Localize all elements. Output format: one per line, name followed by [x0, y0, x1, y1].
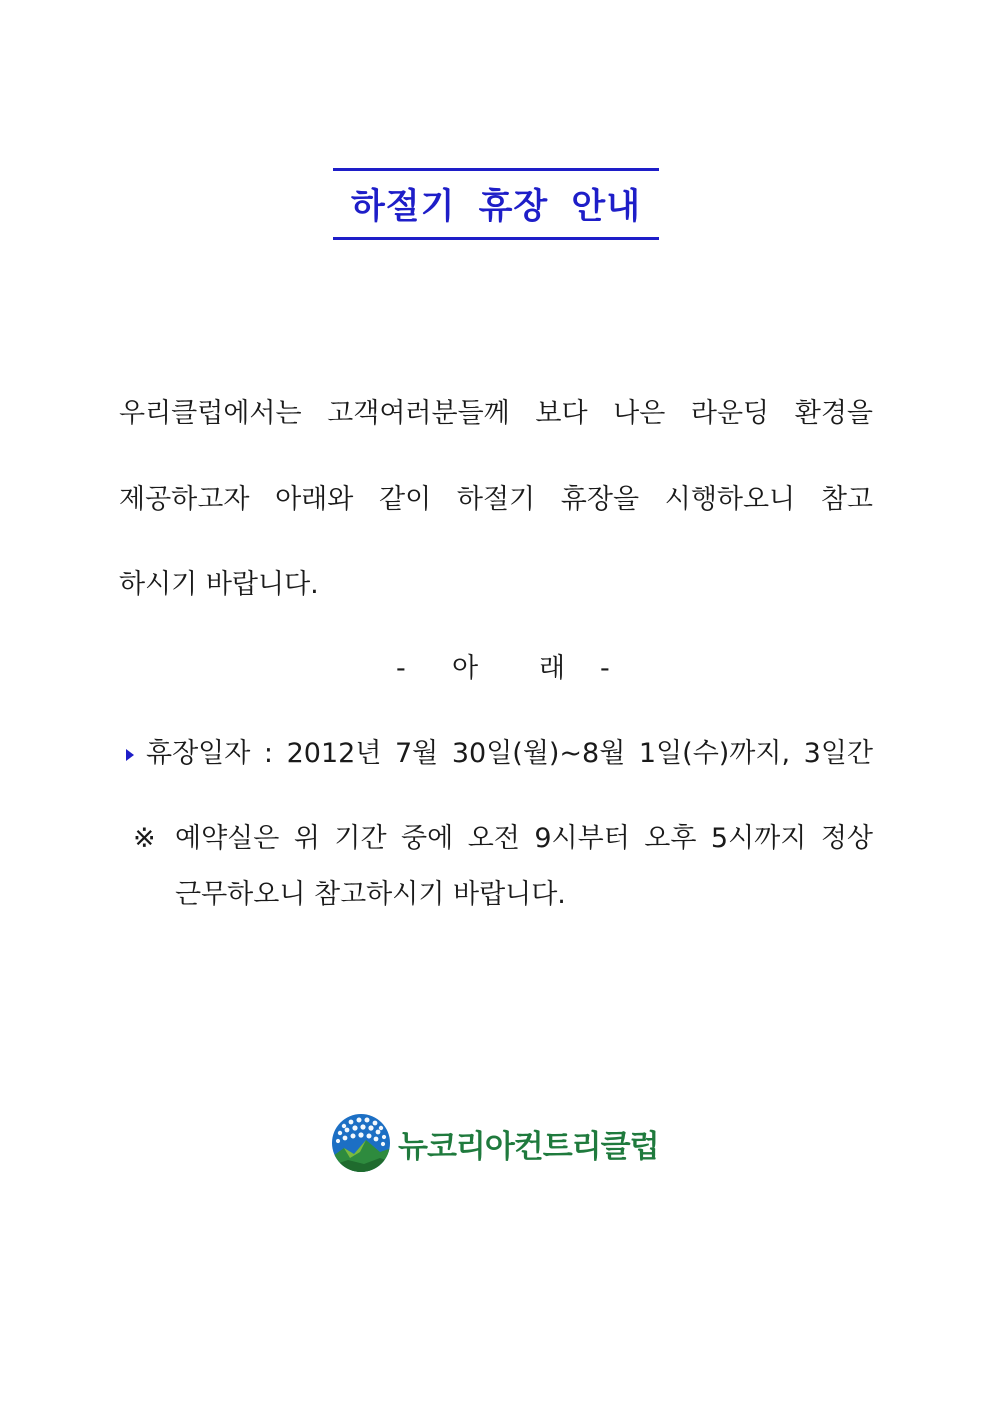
club-name: 뉴코리아컨트리클럽 [398, 1129, 659, 1165]
body-line-2: 제공하고자 아래와 같이 하절기 휴장을 시행하오니 참고 [119, 484, 873, 515]
reference-mark: ※ [133, 823, 156, 854]
title-box [333, 168, 659, 240]
note-line-1: 예약실은 위 기간 중에 오전 9시부터 오후 5시까지 정상 [175, 823, 873, 854]
golf-ball-mountain-icon [330, 1112, 392, 1174]
closure-date-text: 휴장일자 : 2012년 7월 30일(월)~8월 1일(수)까지, 3일간 [146, 738, 873, 769]
body-line-1: 우리클럽에서는 고객여러분들께 보다 나은 라운딩 환경을 [119, 398, 873, 429]
section-heading [396, 651, 610, 687]
closure-date-row [126, 736, 873, 772]
heading-char-2: 래 [539, 653, 566, 684]
note-line-2: 근무하오니 참고하시기 바랍니다. [175, 879, 566, 910]
triangle-bullet-icon [126, 749, 134, 761]
dash-left: - [396, 653, 406, 684]
heading-char-1: 아 [452, 653, 479, 684]
club-logo [330, 1112, 665, 1180]
body-line-3: 하시기 바랍니다. [119, 569, 319, 600]
page-title: 하절기 휴장 안내 [350, 187, 642, 227]
dash-right: - [600, 653, 610, 684]
